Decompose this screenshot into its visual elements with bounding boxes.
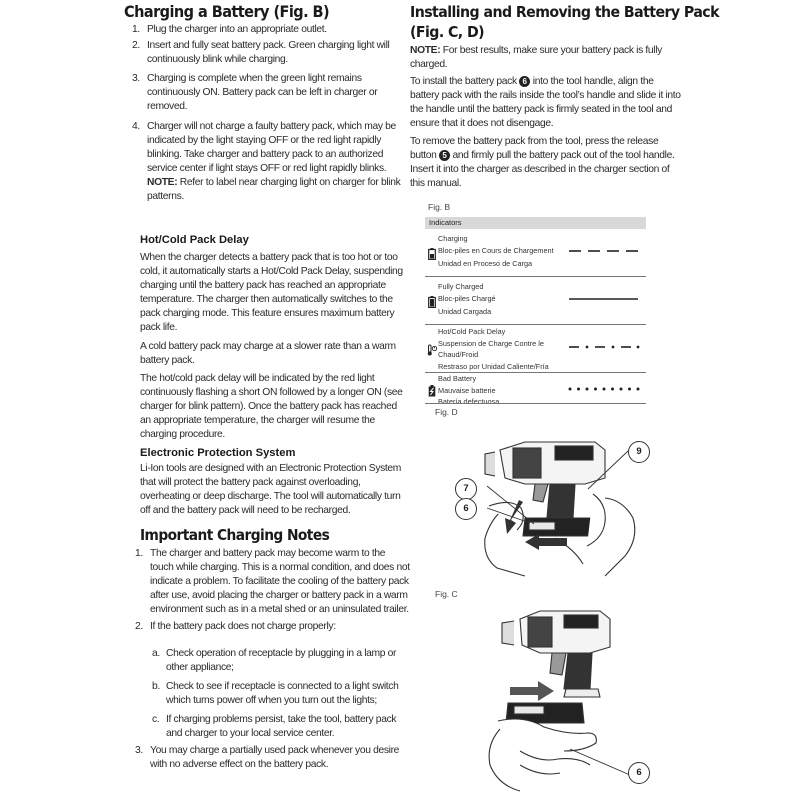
list-item: a. Check operation of receptacle by plugging in a lamp or other appliance; (152, 647, 397, 673)
charging-title: Charging a Battery (Fig. B) (124, 3, 330, 21)
install-title: Installing and Removing the Battery Pack (410, 3, 719, 21)
list-item: c. If charging problems persist, take the tool, battery pack and charger to your local service center. (152, 713, 397, 740)
thermometer-clock-icon (427, 344, 437, 356)
table-row: Charging Bloc-piles en Cours de Chargement Unidad en Proceso de Carga (425, 229, 646, 277)
hotcold-title: Hot/Cold Pack Delay (140, 234, 249, 246)
indicators-table (425, 217, 646, 409)
fully-charged-pattern (567, 295, 641, 303)
table-row: Fully Charged Bloc-piles Chargé Unidad Cargada (425, 277, 646, 325)
bad-battery-icon (428, 385, 436, 397)
battery-half-icon (428, 248, 436, 260)
fig-d-leader-lines (470, 445, 650, 525)
install-title-line2: (Fig. C, D) (410, 23, 485, 41)
table-row: Bad Battery Mauvaise batterie Batería defectuosa (425, 373, 646, 409)
charging-steps (118, 23, 408, 204)
callout-9: 9 (628, 441, 650, 463)
notes-title: Important Charging Notes (140, 527, 330, 544)
charging-pattern (567, 247, 641, 255)
list-item: 3. Charging is complete when the green light remains continuously ON. Battery pack can be left in charger or removed. (132, 73, 378, 113)
install-note: NOTE: For best results, make sure your battery pack is fully charged. (410, 45, 662, 71)
fig-c-label: Fig. C (435, 589, 458, 599)
charging-note: NOTE: Refer to label near charging light on charger for blink patterns. (147, 176, 401, 203)
fig-d-label: Fig. D (435, 407, 458, 417)
table-bottom-rule (425, 403, 646, 404)
list-item: 1. Plug the charger into an appropriate outlet. (132, 24, 327, 35)
list-item: 3. You may charge a partially used pack whenever you desire with no adverse effect on the battery pack. (135, 745, 400, 771)
callout-6-badge: 6 (519, 76, 530, 87)
callout-6-fig-c: 6 (628, 762, 650, 784)
callout-5-badge: 5 (439, 150, 450, 161)
callout-6: 6 (455, 498, 477, 520)
bad-battery-pattern (567, 385, 641, 393)
charging-notes (118, 547, 410, 772)
eps-text: Li-Ion tools are designed with an Electronic Protection System that will protect the battery pack against overloading, overheating or deep discharge. The tool will automatically turn off and the battery pack will need to be recharged. (140, 463, 402, 517)
hotcold-paragraph: A cold battery pack may charge at a slower rate than a warm battery pack. (140, 340, 396, 366)
eps-title: Electronic Protection System (140, 447, 296, 459)
fig-b-label: Fig. B (428, 202, 451, 212)
table-row: Hot/Cold Pack Delay Suspension de Charge Contre le Chaud/Froid Restraso por Unidad Caliente/Fría (425, 325, 646, 373)
install-paragraph: To install the battery pack 6 into the tool handle, align the battery pack with the rails inside the tool’s handle and slide it into the handle until the battery pack is firmly seated in the tool and ensure that it does not disengage. (410, 76, 681, 130)
indicators-header: Indicators (425, 217, 646, 229)
battery-full-icon (428, 296, 436, 308)
hotcold-section (140, 251, 410, 442)
hot-cold-pattern (567, 343, 641, 351)
callout-7: 7 (455, 478, 477, 500)
hotcold-paragraph: When the charger detects a battery pack that is too hot or too cold, it automatically starts a Hot/Cold Pack Delay, suspending charging until the battery pack has reached an appropriate temperature. The charger then automatically switches to the pack charging mode. This feature ensures maximum battery pack life. (140, 252, 403, 334)
fig-c-drill-illustration (480, 605, 680, 795)
install-text (410, 44, 682, 191)
remove-paragraph: To remove the battery pack from the tool, press the release button 5 and firmly pull the battery pack out of the tool handle. Insert it into the charger as described in the charger section of this manual. (410, 135, 675, 189)
list-item: b. Check to see if receptacle is connected to a light switch which turns power off when you turn out the lights; (152, 680, 399, 706)
list-item: 2. If the battery pack does not charge properly: (135, 621, 336, 633)
list-item: 1. The charger and battery pack may become warm to the touch while charging. This is a normal condition, and does not indicate a problem. To facilitate the cooling of the battery pack after use, avoid placing the charger or battery pack in a warm environment such as in a metal shed or an uninsulated trailer. (135, 548, 410, 616)
list-item: 4. Charger will not charge a faulty battery pack, which may be indicated by the light staying OFF or the red light rapidly blinking. Take charger and battery pack to an authorized service center if light stays OFF or red light rapidly blinks. (132, 120, 396, 174)
hotcold-paragraph: The hot/cold pack delay will be indicated by the red light continuously flashing a short ON followed by a longer ON (see charger for blink pattern). Once the battery pack has reached an appropriate temperature, the charger will resume the charging procedure. (140, 372, 403, 441)
list-item: 2. Insert and fully seat battery pack. Green charging light will continuously blink while charging. (132, 40, 390, 66)
